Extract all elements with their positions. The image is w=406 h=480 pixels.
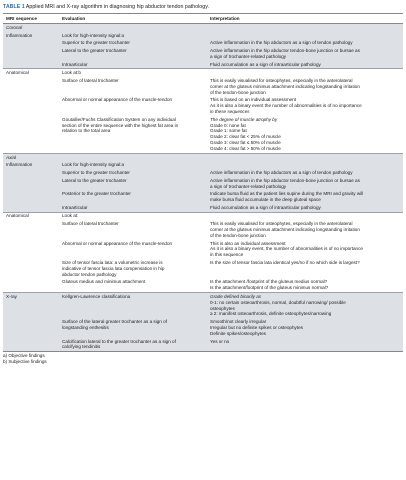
- interpretation-line: Active inflammation in the hip abductor tendon-bone junction or bursae as: [210, 48, 360, 54]
- row-category: [3, 96, 59, 115]
- footnote: b) Subjective findings: [3, 359, 47, 365]
- row-evaluation: [59, 318, 207, 337]
- row-evaluation: [59, 116, 207, 154]
- table-row: [3, 190, 403, 204]
- evaluation-line: Abnormal or normal appearance of the muscle-tendon: [62, 97, 173, 103]
- row-category: [3, 169, 59, 177]
- row-category: Inflammation: [3, 32, 59, 40]
- evaluation-line: abductor tendon pathology: [62, 271, 117, 277]
- row-evaluation: [59, 69, 207, 77]
- interpretation-line: Grade defined binarily as: [210, 293, 262, 299]
- table-row: [3, 77, 403, 96]
- row-interpretation: [207, 61, 403, 69]
- interpretation-line: corner at the gluteus minimus attachment indicating longstanding irritation: [210, 83, 360, 89]
- interpretation-line: ≥ 2: manifest osteoarthrosis, definite osteophytes/narrowing: [210, 311, 332, 317]
- interpretation-line: a sign of trochanter-related pathology: [210, 53, 287, 59]
- row-category: [3, 40, 59, 48]
- row-category: [3, 116, 59, 154]
- row-interpretation: [207, 278, 403, 292]
- interpretation-line: Smooth/not clearly irregular: [210, 319, 267, 325]
- row-category: [3, 278, 59, 292]
- evaluation-line: Look for high-intensity signal:a: [62, 162, 125, 168]
- column-header: Interpretation: [207, 14, 403, 24]
- table-caption-text: Applied MRI and X-ray algorithm in diagnosing hip abductor tendon pathology.: [25, 4, 209, 10]
- row-evaluation: [59, 40, 207, 48]
- row-evaluation: [59, 77, 207, 96]
- table-row: [3, 162, 403, 170]
- row-evaluation: [59, 47, 207, 61]
- row-category: [3, 77, 59, 96]
- interpretation-line: As it is also a binary event the number of abnormalities is of no importance: [210, 103, 362, 109]
- interpretation-line: Is the attachment/footprint of the gluteus minimus normal?: [210, 285, 329, 291]
- row-interpretation: [207, 204, 403, 212]
- interpretation-line: osteophytes: [210, 305, 235, 311]
- row-evaluation: [59, 220, 207, 239]
- row-interpretation: [207, 96, 403, 115]
- table-row: [3, 338, 403, 352]
- table-caption: [0, 0, 406, 13]
- interpretation-line: Yes or no: [210, 338, 230, 344]
- evaluation-line: Abnormal or normal appearance of the muscle-tendon: [62, 240, 173, 246]
- interpretation-line: Is the attachment /footprint of the gluteus medius normal?: [210, 279, 328, 285]
- evaluation-line: Kellgren-Lawrence classificationa: [62, 293, 131, 299]
- table-row: [3, 153, 403, 161]
- table-row: [3, 177, 403, 191]
- interpretation-line: Active inflammation in the hip abductors as a sign of tendon pathology: [210, 170, 353, 176]
- interpretation-line: Active inflammation in the hip abductor tendon-bone junction or bursae as: [210, 177, 360, 183]
- algorithm-table: [3, 13, 403, 352]
- row-evaluation: [59, 96, 207, 115]
- interpretation-line: Definite spikes/osteophytes: [210, 330, 266, 336]
- interpretation-line: in these sequences: [210, 109, 250, 115]
- evaluation-line: Surface of lateral trochanter: [62, 221, 119, 227]
- evaluation-line: Size of tensor fascia lata: a volumetric increase is: [62, 259, 163, 265]
- row-interpretation: [207, 259, 403, 278]
- evaluation-line: section of the entire sequence with the highest fat area in: [62, 122, 179, 128]
- interpretation-line: Grade 4: clear fat > 50% of muscle: [210, 146, 281, 152]
- table-row: [3, 40, 403, 48]
- table-row: [3, 240, 403, 259]
- evaluation-line: Lateral to the greater trochanter: [62, 177, 127, 183]
- evaluation-line: Surface of the lateral greater trochanter as a sign of: [62, 319, 167, 325]
- table-row: [3, 96, 403, 115]
- row-evaluation: [59, 240, 207, 259]
- table-row: [3, 292, 403, 318]
- interpretation-line: in this sequence: [210, 252, 244, 258]
- row-evaluation: [59, 169, 207, 177]
- row-evaluation: [59, 177, 207, 191]
- interpretation-line: Fluid accumulation as a sign of intraarticular pathology: [210, 204, 321, 210]
- interpretation-line: of the tendon-bone junction: [210, 232, 266, 238]
- row-interpretation: [207, 24, 403, 32]
- row-interpretation: [207, 162, 403, 170]
- row-evaluation: [59, 162, 207, 170]
- column-header: Evaluation: [59, 14, 207, 24]
- evaluation-line: Lateral to the greater trochanter: [62, 48, 127, 54]
- row-interpretation: [207, 47, 403, 61]
- row-interpretation: [207, 190, 403, 204]
- table-row: [3, 32, 403, 40]
- evaluation-line: relation to the total area: [62, 128, 111, 134]
- interpretation-line: As it is also a binary event, the number of abnormalities is of no importance: [210, 246, 363, 252]
- interpretation-line: Grade 0: none fat: [210, 122, 246, 128]
- row-category: [3, 177, 59, 191]
- evaluation-line: Posterior to the greater trochanter: [62, 191, 131, 197]
- table-row: [3, 220, 403, 239]
- row-category: Anatomical: [3, 212, 59, 220]
- row-category: Axial: [3, 153, 59, 161]
- row-evaluation: [59, 32, 207, 40]
- footnote: a) Objective findings: [3, 353, 45, 359]
- row-category: [3, 47, 59, 61]
- table-row: [3, 278, 403, 292]
- interpretation-line: Active inflammation in the hip abductors as a sign of tendon pathology: [210, 40, 353, 46]
- evaluation-line: Superior to the greater trochanter: [62, 40, 130, 46]
- row-category: Inflammation: [3, 162, 59, 170]
- row-interpretation: [207, 153, 403, 161]
- row-interpretation: [207, 338, 403, 352]
- row-evaluation: [59, 204, 207, 212]
- evaluation-line: indicative of tensor fascia lata compensation in hip: [62, 265, 165, 271]
- header-row: [3, 14, 403, 24]
- table-row: [3, 259, 403, 278]
- row-evaluation: [59, 24, 207, 32]
- row-evaluation: [59, 153, 207, 161]
- row-interpretation: [207, 32, 403, 40]
- interpretation-line: 0-1: no certain osteoarthrosis, normal, doubtful narrowing/ possible: [210, 299, 346, 305]
- table-row: [3, 318, 403, 337]
- row-category: X-ray: [3, 292, 59, 318]
- table-row: [3, 212, 403, 220]
- interpretation-line: This is easily visualised for osteophytes, especially in the anterolateral: [210, 77, 353, 83]
- evaluation-line: calcifying tendinitis: [62, 344, 101, 350]
- row-interpretation: [207, 169, 403, 177]
- row-evaluation: [59, 212, 207, 220]
- row-evaluation: [59, 278, 207, 292]
- table-caption-label: TABLE 1: [3, 4, 25, 10]
- row-category: Coronal: [3, 24, 59, 32]
- interpretation-line: Grade 1: some fat: [210, 128, 247, 134]
- interpretation-line: This is based on an individual assessment: [210, 97, 297, 103]
- row-category: [3, 259, 59, 278]
- evaluation-line: Look at:b: [62, 70, 81, 76]
- row-interpretation: [207, 40, 403, 48]
- row-category: [3, 318, 59, 337]
- row-interpretation: [207, 212, 403, 220]
- row-category: [3, 204, 59, 212]
- table-body: [3, 24, 403, 352]
- column-header: MRI sequence: [3, 14, 59, 24]
- evaluation-line: Gluteus medius and minimus attachment: [62, 279, 146, 285]
- interpretation-line: This is also an individual assessment: [210, 240, 286, 246]
- interpretation-line: Indicate bursa fluid as the patient lies supine during the MRI and gravity will: [210, 191, 364, 197]
- row-interpretation: [207, 220, 403, 239]
- interpretation-line: Irregular but no definite spikes or osteophytes: [210, 325, 303, 331]
- row-category: [3, 190, 59, 204]
- interpretation-line: of the tendon-bone junction: [210, 89, 266, 95]
- evaluation-line: Intraarticular: [62, 61, 88, 67]
- interpretation-line: corner at the gluteus minimus attachment indicating longstanding irritation: [210, 226, 360, 232]
- interpretation-line: Grade 2: clear fat < 25% of muscle: [210, 134, 281, 140]
- table-row: [3, 24, 403, 32]
- row-category: [3, 338, 59, 352]
- row-evaluation: [59, 190, 207, 204]
- row-interpretation: [207, 240, 403, 259]
- evaluation-line: Surface of lateral trochanter: [62, 77, 119, 83]
- interpretation-line: Is the size of tensor fascia lata identical yes/no if no which side is largest?: [210, 259, 360, 265]
- table-row: [3, 169, 403, 177]
- interpretation-line: The degree of muscle atrophy by: [210, 116, 278, 122]
- row-category: [3, 240, 59, 259]
- table-row: [3, 204, 403, 212]
- evaluation-line: Look at:: [62, 213, 79, 219]
- interpretation-line: a sign of trochanter-related pathology: [210, 183, 287, 189]
- evaluation-line: Superior to the greater trochanter: [62, 170, 130, 176]
- evaluation-line: Calcification lateral to the greater trochanter as a sign of: [62, 338, 176, 344]
- interpretation-line: make bursa fluid accumulate in the deep gluteal space: [210, 197, 321, 203]
- evaluation-line: Intraarticular: [62, 204, 88, 210]
- interpretation-line: Fluid accumulation as a sign of intraarticular pathology: [210, 61, 321, 67]
- footnotes: [0, 352, 406, 365]
- evaluation-line: Goutallier/Fuchs Classification System on any individual: [62, 116, 176, 122]
- row-category: [3, 61, 59, 69]
- table-row: [3, 47, 403, 61]
- row-evaluation: [59, 61, 207, 69]
- row-interpretation: [207, 69, 403, 77]
- table-row: [3, 69, 403, 77]
- table-row: [3, 61, 403, 69]
- row-category: Anatomical: [3, 69, 59, 77]
- row-evaluation: [59, 338, 207, 352]
- evaluation-line: longstanding enthesitis: [62, 325, 109, 331]
- row-interpretation: [207, 77, 403, 96]
- interpretation-line: Grade 3: clear fat ≤ 50% of muscle: [210, 140, 281, 146]
- row-interpretation: [207, 116, 403, 154]
- evaluation-line: Look for high-intensity signal:a: [62, 32, 125, 38]
- row-category: [3, 220, 59, 239]
- row-evaluation: [59, 292, 207, 318]
- row-interpretation: [207, 292, 403, 318]
- row-interpretation: [207, 177, 403, 191]
- row-evaluation: [59, 259, 207, 278]
- table-row: [3, 116, 403, 154]
- row-interpretation: [207, 318, 403, 337]
- interpretation-line: This is easily visualised for osteophytes, especially in the anterolateral: [210, 221, 353, 227]
